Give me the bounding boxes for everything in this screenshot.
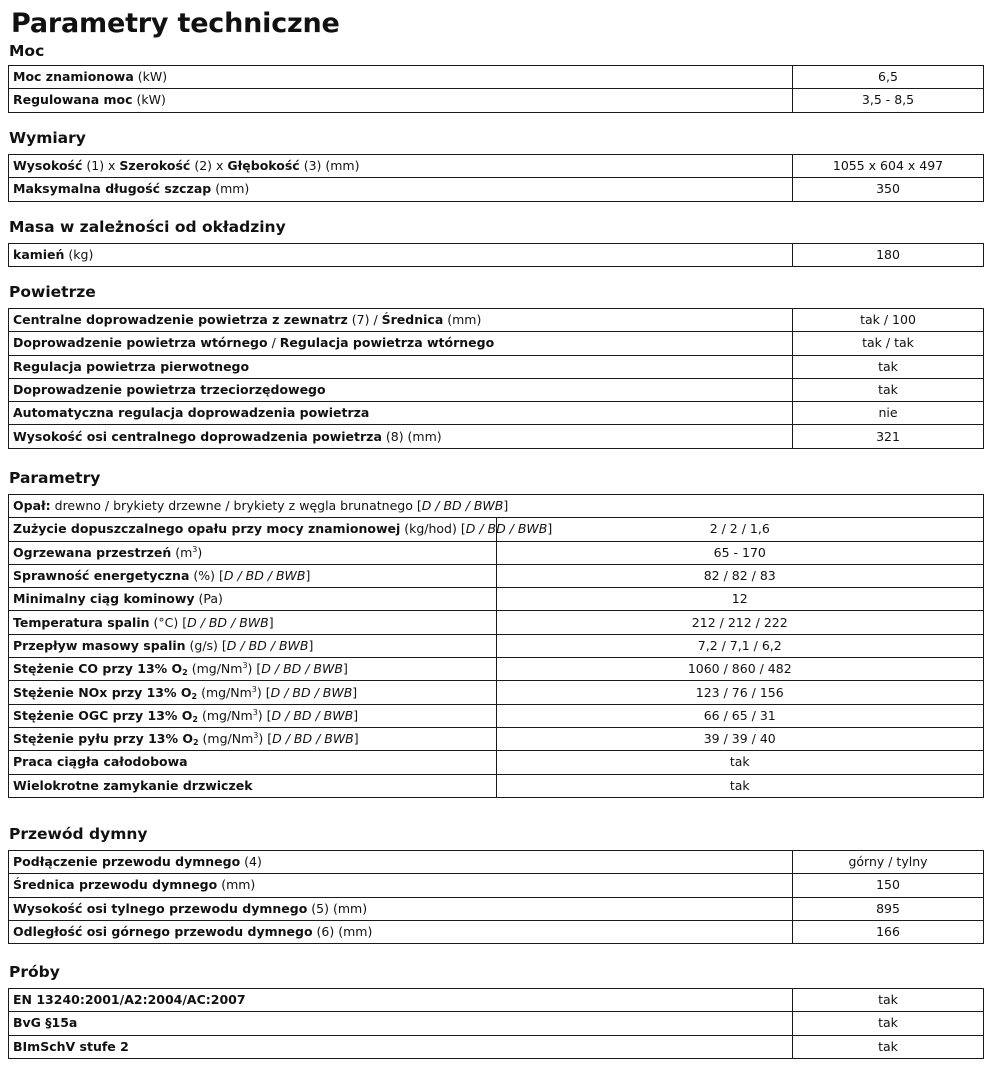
row-label xyxy=(9,564,497,587)
label-segment: Stężenie pyłu przy 13% O xyxy=(13,731,193,747)
label-segment: D / BD / BWB xyxy=(271,707,354,723)
spec-table xyxy=(8,494,984,798)
label-segment: ) [ xyxy=(258,731,273,747)
section-heading: Próby xyxy=(9,963,60,981)
row-value: 166 xyxy=(793,920,984,943)
row-value: 82 / 82 / 83 xyxy=(496,564,984,587)
label-segment: drewno / brykiety drzewne / brykiety z węgla brunatnego [ xyxy=(50,498,422,514)
row-label xyxy=(9,155,793,178)
row-label xyxy=(9,178,793,201)
label-segment: (%) [ xyxy=(189,568,224,584)
row-value: tak xyxy=(793,989,984,1012)
label-segment: EN 13240:2001/A2:2004/AC:2007 xyxy=(13,992,246,1008)
row-value: 321 xyxy=(793,425,984,448)
table-row xyxy=(9,402,984,425)
label-segment: D / BD / BWB xyxy=(223,568,306,584)
label-segment: (mm) xyxy=(211,181,250,197)
label-segment: Wysokość osi tylnego przewodu dymnego xyxy=(13,900,308,916)
row-value: nie xyxy=(793,402,984,425)
row-label xyxy=(9,378,793,401)
section-heading: Parametry xyxy=(9,469,101,487)
label-segment: (mg/Nm xyxy=(198,707,253,723)
label-segment: ] xyxy=(342,661,348,677)
row-label xyxy=(9,518,553,541)
row-value: 39 / 39 / 40 xyxy=(496,727,984,750)
label-segment: Podłączenie przewodu dymnego xyxy=(13,854,241,870)
row-label xyxy=(9,774,497,797)
label-segment: (mg/Nm xyxy=(198,731,254,747)
row-value: 6,5 xyxy=(793,66,984,89)
spec-table xyxy=(8,308,984,449)
table-row xyxy=(9,920,984,943)
spec-table xyxy=(8,243,984,267)
row-label xyxy=(9,851,793,874)
label-segment: ) [ xyxy=(256,684,271,700)
row-label xyxy=(9,751,497,774)
label-segment: ] xyxy=(308,637,314,653)
table-row xyxy=(9,495,984,518)
row-value: tak xyxy=(793,1035,984,1058)
row-value: 123 / 76 / 156 xyxy=(496,681,984,704)
label-segment: Średnica przewodu dymnego xyxy=(13,877,218,893)
label-segment: BvG §15a xyxy=(13,1015,78,1031)
label-segment: Regulacja powietrza pierwotnego xyxy=(13,358,250,374)
label-segment: D / BD / BWB xyxy=(421,498,504,514)
row-label xyxy=(9,89,793,112)
table-row xyxy=(9,518,984,541)
label-segment: Wysokość xyxy=(13,158,83,174)
label-segment: ) [ xyxy=(257,707,272,723)
label-segment: BImSchV stufe 2 xyxy=(13,1038,129,1054)
row-value: górny / tylny xyxy=(793,851,984,874)
row-label xyxy=(9,611,497,634)
row-value: tak xyxy=(793,378,984,401)
page-title: Parametry techniczne xyxy=(11,8,340,39)
table-row xyxy=(9,704,984,727)
row-value: 7,2 / 7,1 / 6,2 xyxy=(496,634,984,657)
label-segment: ] xyxy=(353,731,359,747)
table-row xyxy=(9,244,984,267)
label-segment: 3 xyxy=(242,661,248,671)
row-label xyxy=(9,681,497,704)
row-label xyxy=(9,332,793,355)
row-label xyxy=(9,920,793,943)
label-segment: Regulowana moc xyxy=(13,92,133,108)
label-segment: Centralne doprowadzenie powietrza z zewnatrz xyxy=(13,312,348,328)
label-segment: (3) (mm) xyxy=(299,158,360,174)
row-value: 212 / 212 / 222 xyxy=(496,611,984,634)
row-label xyxy=(9,66,793,89)
label-segment: 3 xyxy=(192,544,198,554)
row-value: 2 / 2 / 1,6 xyxy=(496,518,984,541)
table-row xyxy=(9,332,984,355)
label-segment: (kW) xyxy=(132,92,166,108)
label-segment: D / BD / BWB xyxy=(187,614,269,630)
spec-table xyxy=(8,988,984,1059)
section-heading: Wymiary xyxy=(9,129,86,147)
label-segment: ] xyxy=(353,707,359,723)
row-label xyxy=(9,727,497,750)
label-segment: (8) (mm) xyxy=(381,428,442,444)
table-row xyxy=(9,897,984,920)
row-value: 3,5 - 8,5 xyxy=(793,89,984,112)
table-row xyxy=(9,378,984,401)
label-segment: Ogrzewana przestrzeń xyxy=(13,544,172,560)
spec-table xyxy=(8,850,984,944)
row-label xyxy=(9,495,984,518)
label-segment: Zużycie dopuszczalnego opału przy mocy znamionowej xyxy=(13,521,401,537)
label-segment: Doprowadzenie powietrza trzeciorzędowego xyxy=(13,382,326,398)
label-segment: Stężenie CO przy 13% O xyxy=(13,661,183,677)
label-segment: ] xyxy=(305,568,311,584)
row-value: tak xyxy=(793,1012,984,1035)
row-value: 895 xyxy=(793,897,984,920)
spec-table xyxy=(8,65,984,113)
label-segment: D / BD / BWB xyxy=(226,637,309,653)
row-value: 1060 / 860 / 482 xyxy=(496,658,984,681)
row-value: 350 xyxy=(793,178,984,201)
label-segment: Wielokrotne zamykanie drzwiczek xyxy=(13,777,253,793)
table-row xyxy=(9,611,984,634)
label-segment: D / BD / BWB xyxy=(272,731,354,747)
label-segment: (4) xyxy=(240,854,262,870)
label-segment: (°C) [ xyxy=(149,614,188,630)
label-segment: Maksymalna długość szczap xyxy=(13,181,212,197)
label-segment: Doprowadzenie powietrza wtórnego xyxy=(13,335,268,351)
label-segment: 3 xyxy=(251,684,257,694)
label-segment: (1) x xyxy=(82,158,120,174)
row-label xyxy=(9,541,497,564)
label-segment: 2 xyxy=(191,691,198,701)
row-label xyxy=(9,634,497,657)
table-row xyxy=(9,634,984,657)
table-row xyxy=(9,355,984,378)
section-heading: Powietrze xyxy=(9,283,96,301)
label-segment: ] xyxy=(503,498,509,514)
label-segment: ) xyxy=(197,544,203,560)
label-segment: / xyxy=(267,335,280,351)
table-row xyxy=(9,658,984,681)
label-segment: 2 xyxy=(192,714,198,724)
spec-table xyxy=(8,154,984,202)
label-segment: (mg/Nm xyxy=(187,661,243,677)
table-row xyxy=(9,751,984,774)
table-row xyxy=(9,66,984,89)
table-row xyxy=(9,155,984,178)
label-segment: (mm) xyxy=(217,877,256,893)
label-segment: Minimalny ciąg kominowy xyxy=(13,591,195,607)
table-row xyxy=(9,851,984,874)
table-row xyxy=(9,588,984,611)
label-segment: (mm) xyxy=(443,312,482,328)
table-row xyxy=(9,727,984,750)
row-label xyxy=(9,874,793,897)
label-segment: (Pa) xyxy=(194,591,223,607)
row-label xyxy=(9,244,793,267)
section-heading: Masa w zależności od okładziny xyxy=(9,218,286,236)
row-value: tak / 100 xyxy=(793,309,984,332)
label-segment: 3 xyxy=(252,707,258,717)
label-segment: Temperatura spalin xyxy=(13,614,150,630)
row-label xyxy=(9,588,497,611)
label-segment: Odległość osi górnego przewodu dymnego xyxy=(13,924,313,940)
label-segment: Stężenie NOx przy 13% O xyxy=(13,684,192,700)
label-segment: Stężenie OGC przy 13% O xyxy=(13,707,193,723)
label-segment: (5) (mm) xyxy=(307,900,368,916)
row-value: tak xyxy=(793,355,984,378)
label-segment: kamień xyxy=(13,247,65,263)
table-row xyxy=(9,425,984,448)
label-segment: D / BD / BWB xyxy=(270,684,353,700)
section-heading: Przewód dymny xyxy=(9,825,148,843)
label-segment: Przepływ masowy spalin xyxy=(13,637,186,653)
row-label xyxy=(9,897,793,920)
label-segment: (m xyxy=(171,544,193,560)
label-segment: 2 xyxy=(182,668,188,678)
row-label xyxy=(9,1035,793,1058)
label-segment: ] xyxy=(268,614,274,630)
row-value: 1055 x 604 x 497 xyxy=(793,155,984,178)
label-segment: Regulacja powietrza wtórnego xyxy=(279,335,495,351)
label-segment: (kg) xyxy=(64,247,94,263)
label-segment: (kW) xyxy=(133,69,168,85)
table-row xyxy=(9,541,984,564)
row-label xyxy=(9,402,793,425)
label-segment: D / BD / BWB xyxy=(465,521,548,537)
row-label xyxy=(9,1012,793,1035)
table-row xyxy=(9,681,984,704)
label-segment: ] xyxy=(547,521,553,537)
row-value: 180 xyxy=(793,244,984,267)
label-segment: (g/s) [ xyxy=(185,637,227,653)
table-row xyxy=(9,1035,984,1058)
table-row xyxy=(9,989,984,1012)
table-row xyxy=(9,178,984,201)
label-segment: 3 xyxy=(253,731,259,741)
row-label xyxy=(9,989,793,1012)
table-row xyxy=(9,89,984,112)
table-row xyxy=(9,309,984,332)
row-label xyxy=(9,704,497,727)
label-segment: ) [ xyxy=(247,661,262,677)
row-label xyxy=(9,658,497,681)
label-segment: Automatyczna regulacja doprowadzenia powietrza xyxy=(13,405,370,421)
row-label xyxy=(9,355,793,378)
label-segment: (mg/Nm xyxy=(197,684,252,700)
table-row xyxy=(9,1012,984,1035)
row-label xyxy=(9,425,793,448)
label-segment: Średnica xyxy=(381,312,444,328)
row-label xyxy=(9,309,793,332)
row-value: 150 xyxy=(793,874,984,897)
label-segment: (6) (mm) xyxy=(312,924,373,940)
label-segment: D / BD / BWB xyxy=(261,661,343,677)
row-value: 65 - 170 xyxy=(496,541,984,564)
label-segment: (kg/hod) [ xyxy=(400,521,466,537)
table-row xyxy=(9,564,984,587)
label-segment: Praca ciągła całodobowa xyxy=(13,754,188,770)
row-value: tak xyxy=(496,751,984,774)
label-segment: Opał: xyxy=(13,498,51,514)
row-value: 12 xyxy=(496,588,984,611)
label-segment: Szerokość xyxy=(119,158,191,174)
row-value: tak xyxy=(496,774,984,797)
section-heading: Moc xyxy=(9,42,45,60)
table-row xyxy=(9,774,984,797)
label-segment: (7) / xyxy=(347,312,382,328)
label-segment: Głębokość xyxy=(227,158,300,174)
label-segment: ] xyxy=(352,684,358,700)
label-segment: Moc znamionowa xyxy=(13,69,134,85)
table-row xyxy=(9,874,984,897)
label-segment: Sprawność energetyczna xyxy=(13,568,190,584)
label-segment: (2) x xyxy=(190,158,228,174)
label-segment: 2 xyxy=(193,738,199,748)
row-value: tak / tak xyxy=(793,332,984,355)
row-value: 66 / 65 / 31 xyxy=(496,704,984,727)
label-segment: Wysokość osi centralnego doprowadzenia powietrza xyxy=(13,428,382,444)
